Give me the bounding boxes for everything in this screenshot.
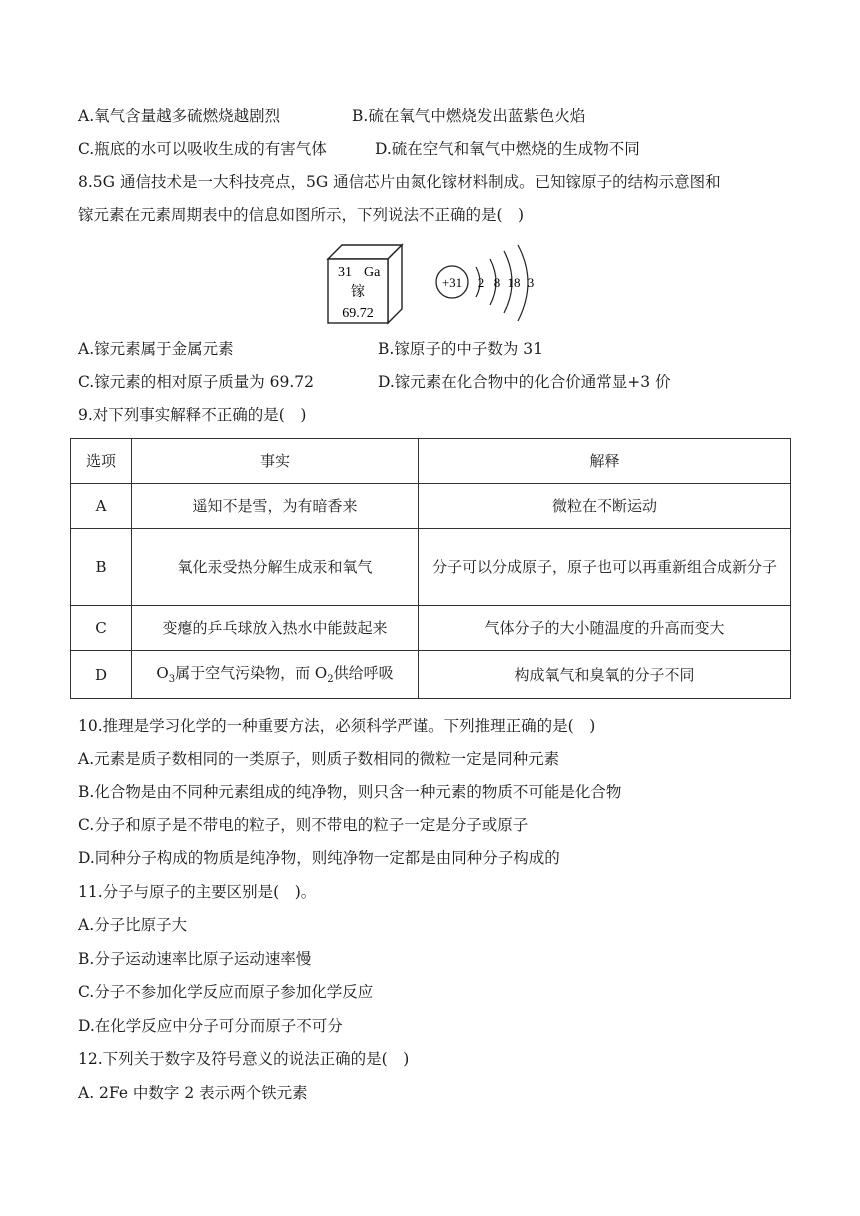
q8-option-b: B.镓原子的中子数为 31 — [378, 340, 543, 358]
table-row — [71, 651, 791, 699]
q11-option-b: B.分子运动速率比原子运动速率慢 — [78, 950, 312, 968]
q8-stem-line2: 镓元素在元素周期表中的信息如图所示，下列说法不正确的是( ) — [78, 206, 525, 224]
shell-electrons-4: 3 — [527, 275, 535, 290]
q8-stem-line1: 8.5G 通信技术是一大科技亮点，5G 通信芯片由氮化镓材料制成。已知镓原子的结构示意图和 — [78, 173, 721, 191]
q9-table — [70, 438, 791, 699]
row-explanation: 微粒在不断运动 — [419, 484, 791, 529]
atom-structure-diagram — [436, 245, 534, 321]
row-option: D — [71, 651, 132, 699]
ozone-formula-o: O — [156, 664, 169, 682]
oxygen-subscript: 2 — [327, 674, 334, 685]
gallium-figure-svg — [326, 243, 546, 325]
q7-option-b: B.硫在氧气中燃烧发出蓝紫色火焰 — [352, 107, 586, 125]
q7-option-a: A.氧气含量越多硫燃烧越剧烈 — [78, 107, 281, 125]
header-option: 选项 — [71, 439, 132, 484]
row-fact: 氧化汞受热分解生成汞和氧气 — [132, 529, 419, 606]
table-row — [71, 529, 791, 606]
row-fact: 变瘪的乒乓球放入热水中能鼓起来 — [132, 606, 419, 651]
q10-option-d: D.同种分子构成的物质是纯净物，则纯净物一定都是由同种分子构成的 — [78, 849, 560, 867]
q11-stem: 11.分子与原子的主要区别是( )。 — [78, 883, 317, 901]
row-option: B — [71, 529, 132, 606]
row-option: A — [71, 484, 132, 529]
row-explanation: 分子可以分成原子，原子也可以再重新组合成新分子 — [419, 529, 791, 606]
row-fact: 遥知不是雪，为有暗香来 — [132, 484, 419, 529]
row-explanation: 气体分子的大小随温度的升高而变大 — [419, 606, 791, 651]
element-card — [328, 245, 402, 323]
element-number: 31 — [338, 265, 352, 280]
gallium-figure — [326, 243, 546, 325]
header-explanation: 解释 — [419, 439, 791, 484]
q10-option-c: C.分子和原子是不带电的粒子，则不带电的粒子一定是分子或原子 — [78, 816, 529, 834]
header-fact: 事实 — [132, 439, 419, 484]
element-mass: 69.72 — [342, 306, 374, 321]
q12-stem: 12.下列关于数字及符号意义的说法正确的是( ) — [78, 1050, 410, 1068]
row-fact — [132, 651, 419, 699]
shell-electrons-3: 18 — [507, 275, 521, 290]
q10-stem: 10.推理是学习化学的一种重要方法，必须科学严谨。下列推理正确的是( ) — [78, 717, 596, 735]
fact-middle-text: 属于空气污染物，而 O — [175, 664, 328, 682]
element-symbol: Ga — [364, 265, 381, 280]
q11-option-a: A.分子比原子大 — [78, 916, 188, 934]
q10-option-a: A.元素是质子数相同的一类原子，则质子数相同的微粒一定是同种元素 — [78, 750, 560, 768]
q9-stem: 9.对下列事实解释不正确的是( ) — [78, 406, 307, 424]
fact-end-text: 供给呼吸 — [333, 664, 394, 682]
table-header-row — [71, 439, 791, 484]
q7-option-c: C.瓶底的水可以吸收生成的有害气体 — [78, 140, 327, 158]
q8-option-c: C.镓元素的相对原子质量为 69.72 — [78, 373, 315, 391]
nucleus-charge: +31 — [441, 275, 463, 290]
shell-electrons-2: 8 — [493, 275, 501, 290]
q12-option-a: A. 2Fe 中数字 2 表示两个铁元素 — [78, 1084, 308, 1102]
element-name: 镓 — [351, 284, 365, 300]
q8-option-a: A.镓元素属于金属元素 — [78, 340, 234, 358]
shell-electrons-1: 2 — [477, 275, 485, 290]
q7-option-d: D.硫在空气和氧气中燃烧的生成物不同 — [375, 140, 640, 158]
q8-option-d: D.镓元素在化合物中的化合价通常显+3 价 — [378, 373, 671, 391]
ozone-subscript: 3 — [168, 674, 176, 685]
row-explanation: 构成氧气和臭氧的分子不同 — [419, 651, 791, 699]
table-row — [71, 606, 791, 651]
row-option: C — [71, 606, 132, 651]
table-row — [71, 484, 791, 529]
q11-option-c: C.分子不参加化学反应而原子参加化学反应 — [78, 983, 374, 1001]
q10-option-b: B.化合物是由不同种元素组成的纯净物，则只含一种元素的物质不可能是化合物 — [78, 783, 622, 801]
q11-option-d: D.在化学反应中分子可分而原子不可分 — [78, 1017, 343, 1035]
